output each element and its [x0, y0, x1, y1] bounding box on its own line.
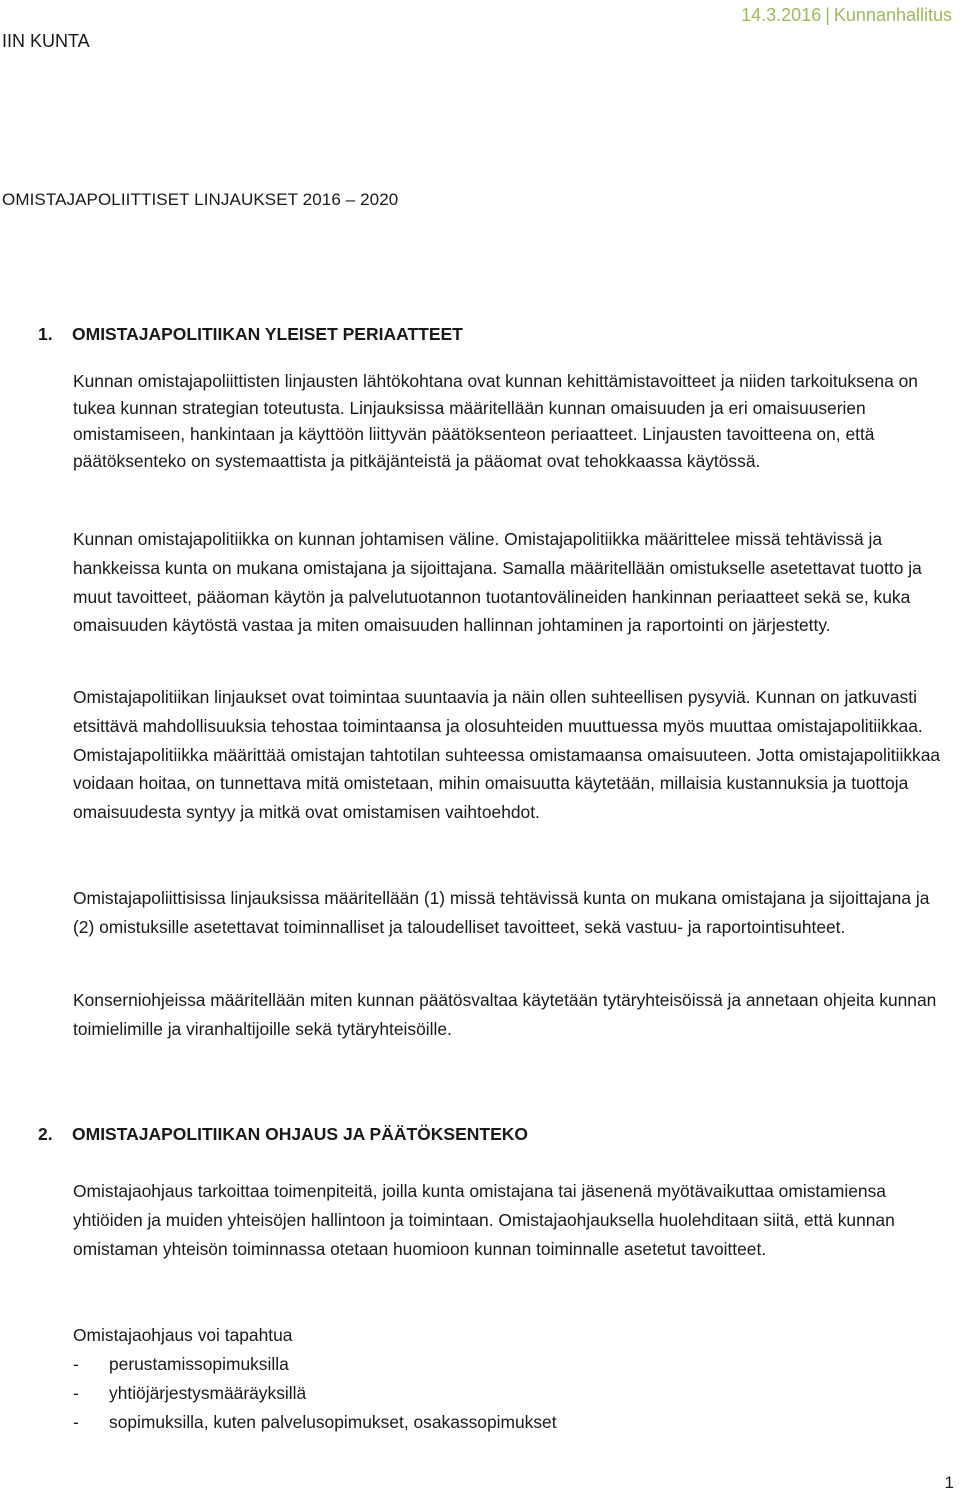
list-marker: - [73, 1382, 79, 1403]
section-1-heading [38, 324, 463, 345]
section-2-heading [38, 1124, 528, 1145]
document-title: OMISTAJAPOLIITTISET LINJAUKSET 2016 – 2020 [2, 190, 399, 209]
section-1-paragraph-3: Omistajapolitiikan linjaukset ovat toimintaa suuntaavia ja näin ollen suhteellisen pysyviä. Kunnan on jatkuvasti etsittävä mahdollisuuksia tehostaa toimintaansa ja olosuhteiden muuttuessa myös muuttaa omistajapolitiikkaa. Omistajapolitiikka määrittää omistajan tahtotilan suhteessa omistamaansa omaisuuteen. Jotta omistajapolitiikkaa voidaan hoitaa, on tunnettava mitä omistetaan, mihin omaisuutta käytetään, millaisia kustannuksia ja tuottoja omaisuudesta syntyy ja mitkä ovat omistamisen vaihtoehdot. [73, 687, 941, 823]
header-separator: | [825, 5, 830, 25]
list-item-text: sopimuksilla, kuten palvelusopimukset, osakassopimukset [109, 1411, 557, 1432]
list-item-text: yhtiöjärjestysmääräyksillä [109, 1382, 307, 1403]
section-2-number: 2. [38, 1124, 53, 1144]
list-marker: - [73, 1411, 79, 1432]
section-2-title: OMISTAJAPOLITIIKAN OHJAUS JA PÄÄTÖKSENTEKO [72, 1124, 529, 1144]
list-item [73, 1350, 557, 1379]
section-1-paragraph-1: Kunnan omistajapoliittisten linjausten lähtökohtana ovat kunnan kehittämistavoitteet ja niiden tarkoituksena on tukea kunnan strategian toteutusta. Linjauksissa määritellään kunnan omaisuuden ja eri omaisuuserien omistamiseen, hankintaan ja käyttöön liittyvän päätöksenteon periaatteet. Linjausten tavoitteena on, että päätöksenteko on systemaattista ja pitkäjänteistä ja pääomat ovat tehokkaassa käytössä. [73, 371, 918, 472]
header-meta [741, 5, 952, 26]
section-1-paragraph-4: Omistajapoliittisissa linjauksissa määritellään (1) missä tehtävissä kunta on mukana omistajana ja sijoittajana ja (2) omistuksille asetettavat toiminnalliset ja taloudelliset tavoitteet, sekä vastuu- ja raportointisuhteet. [73, 888, 930, 937]
organization-name: IIN KUNTA [2, 31, 90, 51]
section-1-title: OMISTAJAPOLITIIKAN YLEISET PERIAATTEET [72, 324, 463, 344]
list-marker: - [73, 1354, 79, 1374]
list-item-text: perustamissopimuksilla [109, 1354, 289, 1374]
section-1-number: 1. [38, 324, 53, 344]
section-1-paragraph-2: Kunnan omistajapolitiikka on kunnan johtamisen väline. Omistajapolitiikka määrittelee missä tehtävissä ja hankkeissa kunta on mukana omistajana ja sijoittajana. Samalla määritellään omistukselle asetettavat tuotto ja muut tavoitteet, pääoman käytön ja palvelutuotannon tuotantovälineiden hankinnan periaatteet sekä se, kuka omaisuuden käytöstä vastaa ja miten omaisuuden hallinnan johtaminen ja raportointi on järjestetty. [73, 529, 922, 636]
section-2-list-intro: Omistajaohjaus voi tapahtua [73, 1325, 293, 1345]
header-body: Kunnanhallitus [833, 5, 952, 25]
section-1-paragraph-5: Konserniohjeissa määritellään miten kunnan päätösvaltaa käytetään tytäryhteisöissä ja annetaan ohjeita kunnan toimielimille ja viranhaltijoille sekä tytäryhteisöille. [73, 990, 937, 1039]
list-item [73, 1408, 557, 1437]
list-item [73, 1379, 557, 1408]
header-date: 14.3.2016 [741, 5, 822, 25]
section-2-paragraph-1: Omistajaohjaus tarkoittaa toimenpiteitä, joilla kunta omistajana tai jäsenenä myötävaikuttaa omistamiensa yhtiöiden ja muiden yhteisöjen hallintoon ja toimintaan. Omistajaohjauksella huolehditaan siitä, että kunnan omistaman yhteisön toiminnassa otetaan huomioon kunnan toiminnalle asetetut tavoitteet. [73, 1181, 895, 1259]
page-number: 1 [944, 1473, 954, 1492]
ownership-control-list [73, 1350, 557, 1436]
